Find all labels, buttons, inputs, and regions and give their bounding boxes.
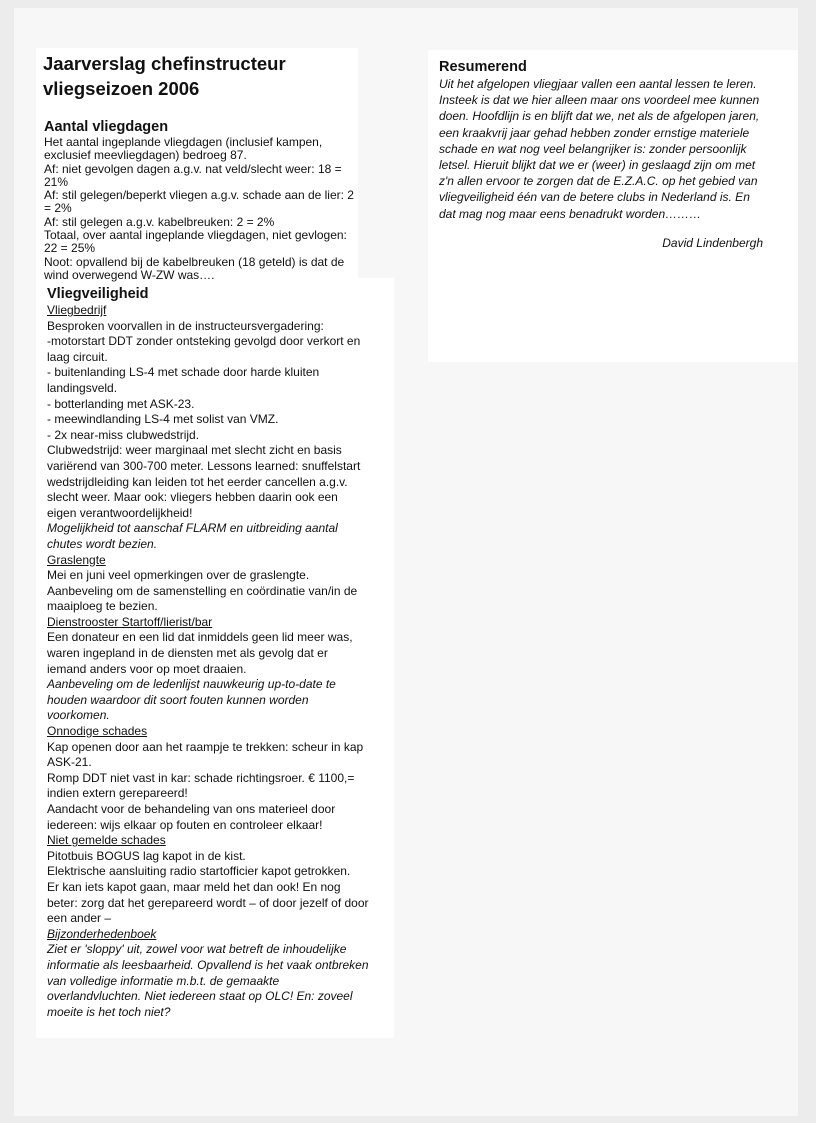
vliegbedrijf-italic: Mogelijkheid tot aanschaf FLARM en uitbreiding aantal chutes wordt bezien. — [47, 521, 338, 551]
page-title: Jaarverslag chefinstructeur vliegseizoen 2006 — [43, 53, 286, 99]
onnodige-line: Aandacht voor de behandeling van ons materieel door iedereen: wijs elkaar op fouten en controleer elkaar! — [47, 802, 336, 832]
onnodige-line: Kap openen door aan het raampje te trekken: scheur in kap ASK-21. — [47, 739, 364, 770]
nietgemeld-line: Er kan iets kapot gaan, maar meld het dan ook! En nog beter: zorg dat het gerepareerd wordt – of door jezelf of door een ander – — [47, 879, 369, 926]
dienstrooster-italic: Aanbeveling om de ledenlijst nauwkeurig up-to-date te houden waardoor dit soort fouten kunnen worden voorkomen. — [47, 677, 336, 723]
graslengte-line: Aanbeveling om de samenstelling en coördinatie van/in de maaiploeg te bezien. — [47, 583, 358, 614]
vliegdagen-line: Het aantal ingeplande vliegdagen (inclusief kampen, exclusief meevliegdagen) bedroeg 87. — [44, 135, 323, 163]
vliegbedrijf-line: Clubwedstrijd: weer marginaal met slecht zicht en basis variërend van 300-700 meter. Lessons learned: snuffelstart wedstrijdleiding kan leiden tot het eerder cancellen a.g.v. slecht weer. Maar ook: vliegers hebben daarin ook een eigen verantwoordelijkheid! — [47, 443, 361, 520]
bijzonderheden-italic: Ziet er 'sloppy' uit, zowel voor wat betreft de inhoudelijke informatie als leesbaarheid. Opvallend is het vaak ontbreken van volledige informatie m.b.t. de gemaakte overlandvluchten. Niet iedereen staat op OLC! En: zoveel moeite is het toch niet? — [47, 942, 369, 1019]
section-resumerend — [439, 59, 763, 250]
graslengte-line: Mei en juni veel opmerkingen over de graslengte. — [47, 568, 310, 583]
vliegbedrijf-line: - buitenlanding LS-4 met schade door harde kluiten landingsveld. — [47, 365, 320, 395]
nietgemeld-line: Pitotbuis BOGUS lag kapot in de kist. — [47, 848, 246, 863]
onnodige-line: Romp DDT niet vast in kar: schade richtingsroer. € 1100,= indien extern gerepareerd! — [47, 770, 355, 801]
section-heading-vliegveiligheid: Vliegveiligheid — [47, 286, 149, 302]
vliegdagen-line: Totaal, over aantal ingeplande vliegdagen, niet gevlogen: 22 = 25% — [44, 228, 347, 256]
vliegbedrijf-line: Besproken voorvallen in de instructeursvergadering: — [47, 318, 324, 333]
subheading-niet-gemelde-schades: Niet gemelde schades — [47, 833, 166, 848]
resumerend-text: Uit het afgelopen vliegjaar vallen een aantal lessen te leren. Insteek is dat we hier alleen maar ons voordeel mee kunnen doen. Hoofdlijn is en blijft dat we, net als de afgelopen jaren, een kraakvrij jaar gehad hebben zonder ernstige materiele schade en wat nog veel belangrijker is: zonder persoonlijk letsel. Hieruit blijkt dat we er (weer) in geslaagd zijn om met z'n allen ervoor te zorgen dat de E.Z.A.C. op het gebied van vliegveiligheid één van de betere clubs in Nederland is. En dat mag nog maar eens benadrukt worden……… — [439, 77, 760, 221]
dienstrooster-text: Een donateur en een lid dat inmiddels geen lid meer was, waren ingepland in de diensten met als gevolg dat er iemand anders voor op moet draaien. — [47, 630, 353, 676]
subheading-graslengte: Graslengte — [47, 552, 106, 567]
subheading-bijzonderhedenboek: Bijzonderhedenboek — [47, 926, 157, 941]
section-vliegdagen — [44, 119, 360, 282]
vliegdagen-line: Af: niet gevolgen dagen a.g.v. nat veld/slecht weer: 18 = 21% — [44, 161, 342, 189]
subheading-vliegbedrijf: Vliegbedrijf — [47, 303, 107, 317]
section-vliegveiligheid — [47, 286, 369, 1020]
vliegbedrijf-line: - meewindlanding LS-4 met solist van VMZ. — [47, 412, 279, 427]
vliegdagen-line: Af: stil gelegen/beperkt vliegen a.g.v. schade aan de lier: 2 = 2% — [44, 188, 354, 216]
subheading-onnodige-schades: Onnodige schades — [47, 724, 148, 739]
vliegbedrijf-line: -motorstart DDT zonder ontsteking gevolgd door verkort en laag circuit. — [47, 334, 361, 364]
section-heading-vliegdagen: Aantal vliegdagen — [44, 119, 169, 135]
nietgemeld-line: Elektrische aansluiting radio startofficier kapot getrokken. — [47, 864, 351, 879]
vliegbedrijf-line: - 2x near-miss clubwedstrijd. — [47, 427, 200, 442]
section-heading-resumerend: Resumerend — [439, 59, 527, 75]
vliegbedrijf-line: - botterlanding met ASK-23. — [47, 396, 195, 411]
vliegdagen-line: Af: stil gelegen a.g.v. kabelbreuken: 2 = 2% — [44, 214, 275, 229]
signature: David Lindenbergh — [662, 235, 763, 250]
subheading-dienstrooster: Dienstrooster Startoff/lierist/bar — [47, 614, 213, 629]
vliegdagen-line: Noot: opvallend bij de kabelbreuken (18 geteld) is dat de wind overwegend W-ZW was…. — [44, 254, 345, 282]
